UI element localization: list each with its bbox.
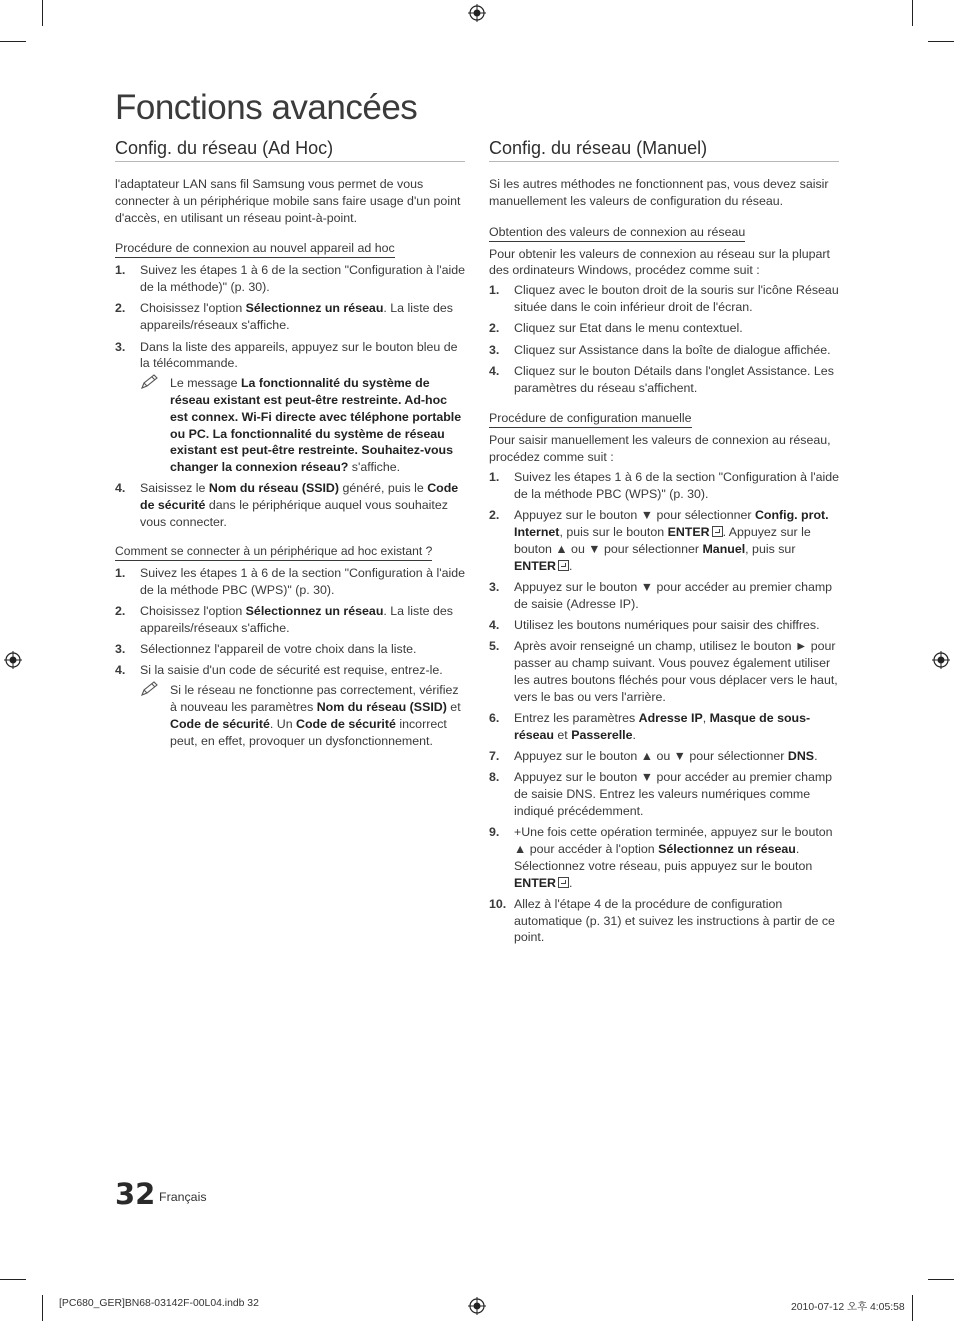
- page-number: 32: [115, 1177, 156, 1211]
- steps-list-get-values: [489, 282, 839, 396]
- crop-mark: [42, 1295, 43, 1321]
- section-intro: Pour obtenir les valeurs de connexion au réseau sur la plupart des ordinateurs Windows, procédez comme suit :: [489, 246, 830, 278]
- list-item: 4. Utilisez les boutons numériques pour saisir des chiffres.: [489, 617, 820, 632]
- intro-paragraph: l'adaptateur LAN sans fil Samsung vous permet de vous connecter à un périphérique mobile sans faire usage d'un point d'accès, en utilisant un réseau point-à-point.: [115, 177, 461, 225]
- page-language: Français: [159, 1190, 207, 1204]
- list-item: 1. Suivez les étapes 1 à 6 de la section "Configuration à l'aide de la méthode)" (p. 30).: [115, 263, 465, 295]
- section-intro: Pour saisir manuellement les valeurs de connexion au réseau, procédez comme suit :: [489, 433, 831, 465]
- list-item: 9. +Une fois cette opération terminée, appuyez sur le bouton ▲ pour accéder à l'option Sélectionnez un réseau. Sélectionnez votre réseau, puis appuyez sur le bouton ENTER .: [489, 825, 833, 890]
- registration-mark-icon: [468, 4, 486, 22]
- list-item: 3. Dans la liste des appareils, appuyez sur le bouton bleu de la télécommande. Le message La fonctionnalité du système de réseau existant est peut-être restreinte. Ad-hoc est connex. Wi-Fi directe avec téléphone portable ou PC. La fonctionnalité du système de réseau existant est peut-être restreinte. Souhaitez-vous changer la connexion réseau? s'affiche.: [115, 339, 465, 476]
- crop-mark: [0, 41, 26, 42]
- intro-paragraph: Si les autres méthodes ne fonctionnent pas, vous devez saisir manuellement les valeurs de configuration du réseau.: [489, 177, 829, 208]
- section-heading-manual: Config. du réseau (Manuel): [489, 138, 839, 162]
- crop-mark: [912, 0, 913, 26]
- list-item: 1. Cliquez avec le bouton droit de la souris sur l'icône Réseau située dans le coin inférieur droit de l'écran.: [489, 283, 839, 314]
- list-item: 4. Si la saisie d'un code de sécurité est requise, entrez-le. Si le réseau ne fonctionne pas correctement, vérifiez à nouveau les paramètres Nom du réseau (SSID) et Code de sécurité. Un Code de sécurité incorrect peut, en effet, provoquer un dysfonctionnement.: [115, 662, 465, 749]
- list-item: 2. Cliquez sur Etat dans le menu contextuel.: [489, 321, 743, 336]
- enter-icon: [558, 560, 569, 571]
- section-heading-adhoc: Config. du réseau (Ad Hoc): [115, 138, 465, 162]
- list-item: 3. Appuyez sur le bouton ▼ pour accéder au premier champ de saisie (Adresse IP).: [489, 579, 833, 611]
- note-pencil-icon: [140, 681, 160, 697]
- steps-list-new-device: [115, 262, 465, 530]
- crop-mark: [928, 1279, 954, 1280]
- list-item: 8. Appuyez sur le bouton ▼ pour accéder au premier champ de saisie DNS. Entrez les valeurs numériques comme indiqué précédemment.: [489, 770, 833, 818]
- list-item: 1. Suivez les étapes 1 à 6 de la section "Configuration à l'aide de la méthode PBC (WPS)" (p. 30).: [115, 565, 465, 597]
- crop-mark: [928, 41, 954, 42]
- crop-mark: [912, 1295, 913, 1321]
- crop-mark: [0, 1279, 26, 1280]
- subheading-existing-device: Comment se connecter à un périphérique ad hoc existant ?: [115, 543, 432, 561]
- enter-icon: [558, 877, 569, 888]
- registration-mark-icon: [4, 651, 22, 669]
- enter-icon: [712, 526, 723, 537]
- list-item: 4. Cliquez sur le bouton Détails dans l'onglet Assistance. Les paramètres du réseau s'affichent.: [489, 363, 834, 395]
- crop-mark: [42, 0, 43, 26]
- note: Le message La fonctionnalité du système de réseau existant est peut-être restreinte. Ad-hoc est connex. Wi-Fi directe avec téléphone portable ou PC. La fonctionnalité du système de réseau existant est peut-être restreinte. Souhaitez-vous changer la connexion réseau? s'affiche.: [140, 375, 465, 476]
- list-item: 2. Appuyez sur le bouton ▼ pour sélectionner Config. prot. Internet, puis sur le bouton ENTER . Appuyez sur le bouton ▲ ou ▼ pour sélectionner Manuel, puis sur ENTER .: [489, 508, 829, 573]
- list-item: 4. Saisissez le Nom du réseau (SSID) généré, puis le Code de sécurité dans le périphérique auquel vous souhaitez vous connecter.: [115, 481, 459, 530]
- list-item: 6. Entrez les paramètres Adresse IP, Masque de sous-réseau et Passerelle.: [489, 710, 811, 742]
- subheading-manual-config: Procédure de configuration manuelle: [489, 410, 692, 428]
- list-item: 2. Choisissez l'option Sélectionnez un réseau. La liste des appareils/réseaux s'affiche.: [115, 603, 453, 635]
- list-item: 10. Allez à l'étape 4 de la procédure de configuration automatique (p. 31) et suivez les instructions à partir de ce point.: [489, 896, 835, 945]
- note-pencil-icon: [140, 374, 160, 390]
- page-title: Fonctions avancées: [115, 88, 418, 127]
- list-item: 5. Après avoir renseigné un champ, utilisez le bouton ► pour passer au champ suivant. Vous pouvez également utiliser les autres boutons fléchés pour vous déplacer vers le haut, vers le bas ou vers l'arrière.: [489, 639, 838, 704]
- subheading-new-device: Procédure de connexion au nouvel appareil ad hoc: [115, 240, 395, 258]
- registration-mark-icon: [468, 1297, 486, 1315]
- list-item: 3. Cliquez sur Assistance dans la boîte de dialogue affichée.: [489, 342, 831, 357]
- registration-mark-icon: [932, 651, 950, 669]
- subheading-get-values: Obtention des valeurs de connexion au réseau: [489, 224, 745, 242]
- steps-list-manual-config: [489, 469, 839, 946]
- left-column: [115, 138, 465, 759]
- list-item: 1. Suivez les étapes 1 à 6 de la section "Configuration à l'aide de la méthode PBC (WPS)" (p. 30).: [489, 470, 839, 501]
- list-item: 3. Sélectionnez l'appareil de votre choix dans la liste.: [115, 642, 417, 657]
- list-item: 7. Appuyez sur le bouton ▲ ou ▼ pour sélectionner DNS.: [489, 749, 818, 764]
- steps-list-existing-device: [115, 565, 465, 749]
- list-item: 2. Choisissez l'option Sélectionnez un réseau. La liste des appareils/réseaux s'affiche.: [115, 301, 453, 333]
- footer-file-info: [PC680_GER]BN68-03142F-00L04.indb 32: [59, 1298, 259, 1309]
- right-column: [489, 138, 839, 956]
- footer-timestamp: 2010-07-12 오후 4:05:58: [791, 1302, 905, 1313]
- note: Si le réseau ne fonctionne pas correctement, vérifiez à nouveau les paramètres Nom du réseau (SSID) et Code de sécurité. Un Code de sécurité incorrect peut, en effet, provoquer un dysfonctionnement.: [140, 682, 465, 749]
